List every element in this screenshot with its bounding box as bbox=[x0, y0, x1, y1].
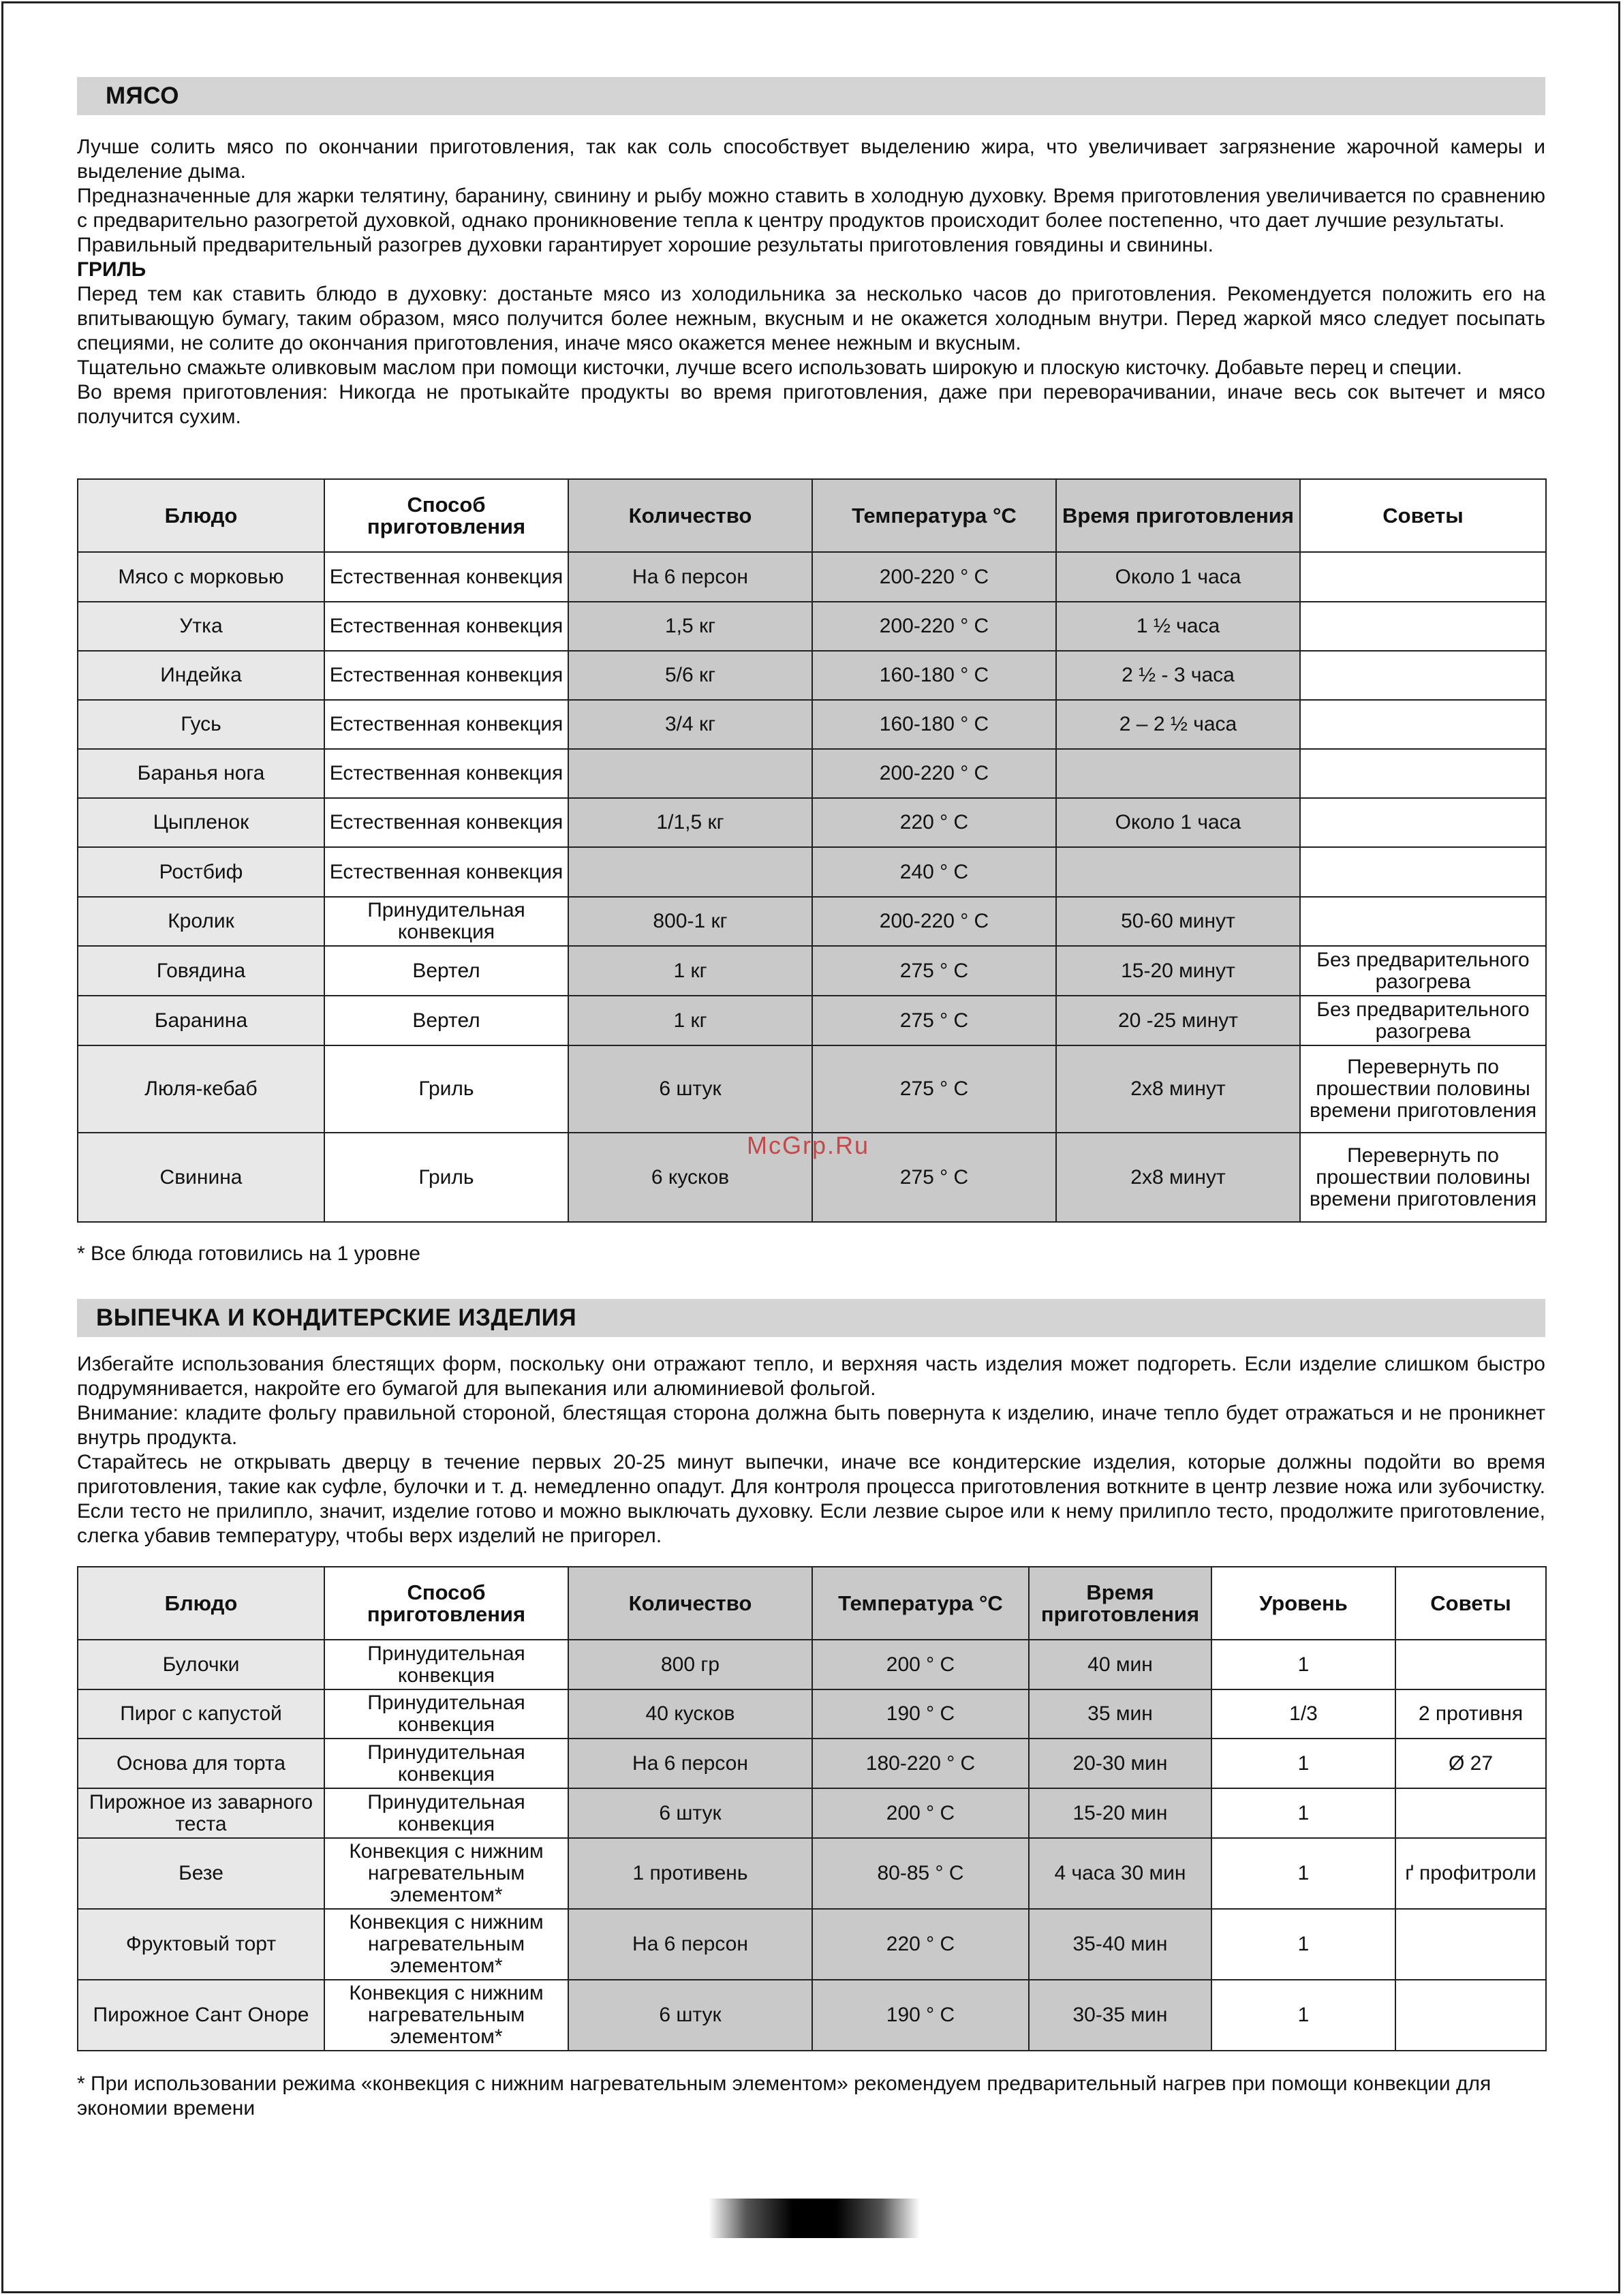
meat-header-quantity: Количество bbox=[568, 479, 812, 552]
meat-table bbox=[77, 478, 1547, 1223]
cell-tip bbox=[1300, 897, 1546, 946]
meat-intro bbox=[77, 135, 1545, 429]
cell-quantity: 6 штук bbox=[568, 1980, 812, 2051]
cell-method: Естественная конвекция bbox=[324, 602, 568, 651]
section-title-pastry bbox=[77, 1299, 1545, 1337]
cell-dish: Утка bbox=[78, 602, 324, 651]
cell-level: 1 bbox=[1211, 1980, 1395, 2051]
cell-level: 1/3 bbox=[1211, 1689, 1395, 1739]
cell-method: Естественная конвекция bbox=[324, 651, 568, 700]
cell-dish: Цыпленок bbox=[78, 798, 324, 847]
cell-quantity bbox=[568, 847, 812, 897]
cell-method: Естественная конвекция bbox=[324, 847, 568, 897]
pastry-title: ВЫПЕЧКА И КОНДИТЕРСКИЕ ИЗДЕЛИЯ bbox=[96, 1304, 577, 1331]
cell-tip bbox=[1395, 1788, 1546, 1838]
cell-quantity: 1,5 кг bbox=[568, 602, 812, 651]
table-row bbox=[78, 1909, 1546, 1980]
cell-level: 1 bbox=[1211, 1739, 1395, 1788]
cell-quantity: 1 кг bbox=[568, 996, 812, 1045]
cell-time: 20-30 мин bbox=[1029, 1739, 1211, 1788]
meat-paragraph-2: Предназначенные для жарки телятину, баранину, свинину и рыбу можно ставить в холодную духовку. Время приготовления увеличивается по сравнению с предварительно разогретой духовкой, однако проникновение тепла к центру продуктов происходит более постепенно, что дает лучшие результаты. bbox=[77, 185, 1545, 232]
cell-temperature: 190 ° С bbox=[812, 1689, 1029, 1739]
table-row bbox=[78, 897, 1546, 946]
cell-quantity: На 6 персон bbox=[568, 1739, 812, 1788]
cell-quantity: 1/1,5 кг bbox=[568, 798, 812, 847]
page-number-tab bbox=[709, 2199, 920, 2238]
cell-tip: Без предварительного разогрева bbox=[1300, 946, 1546, 996]
cell-temperature: 200 ° С bbox=[812, 1640, 1029, 1689]
cell-quantity: 1 кг bbox=[568, 946, 812, 996]
cell-method: Принудительная конвекция bbox=[324, 1739, 568, 1788]
pastry-header-quantity: Количество bbox=[568, 1567, 812, 1640]
cell-time: 2х8 минут bbox=[1056, 1133, 1300, 1222]
table-row bbox=[78, 1788, 1546, 1838]
table-row bbox=[78, 1980, 1546, 2051]
table-row bbox=[78, 700, 1546, 749]
cell-quantity: 3/4 кг bbox=[568, 700, 812, 749]
cell-temperature: 200-220 ° С bbox=[812, 749, 1056, 798]
cell-dish: Люля-кебаб bbox=[78, 1045, 324, 1133]
cell-method: Естественная конвекция bbox=[324, 700, 568, 749]
pastry-header-dish: Блюдо bbox=[78, 1567, 324, 1640]
cell-quantity bbox=[568, 749, 812, 798]
meat-header-temperature: Температура °С bbox=[812, 479, 1056, 552]
cell-method: Естественная конвекция bbox=[324, 552, 568, 602]
cell-temperature: 275 ° С bbox=[812, 1133, 1056, 1222]
cell-dish: Индейка bbox=[78, 651, 324, 700]
cell-temperature: 200-220 ° С bbox=[812, 552, 1056, 602]
meat-paragraph-1: Лучше солить мясо по окончании приготовления, так как соль способствует выделению жира, что увеличивает загрязнение жарочной камеры и выделение дыма. bbox=[77, 136, 1545, 183]
cell-dish: Ростбиф bbox=[78, 847, 324, 897]
cell-quantity: 800 гр bbox=[568, 1640, 812, 1689]
pastry-paragraph-3: Старайтесь не открывать дверцу в течение первых 20-25 минут выпечки, иначе все кондитерские изделия, которые должны подойти во время приготовления, такие как суфле, булочки и т. д. немедленно опадут. Для контроля процесса приготовления воткните в центр лезвие ножа или зубочистку. Если тесто не прилипло, значит, изделие готово и можно выключать духовку. Если лезвие сырое или к нему прилипло тесто, продолжите приготовление, слегка убавив температуру, чтобы верх изделий не пригорел. bbox=[77, 1451, 1545, 1547]
cell-quantity: На 6 персон bbox=[568, 552, 812, 602]
cell-time: 2х8 минут bbox=[1056, 1045, 1300, 1133]
cell-quantity: 6 штук bbox=[568, 1788, 812, 1838]
cell-method: Естественная конвекция bbox=[324, 749, 568, 798]
cell-temperature: 190 ° С bbox=[812, 1980, 1029, 2051]
cell-tip bbox=[1300, 552, 1546, 602]
cell-time: 4 часа 30 мин bbox=[1029, 1838, 1211, 1909]
cell-tip bbox=[1300, 749, 1546, 798]
table-row bbox=[78, 996, 1546, 1045]
cell-quantity: 800-1 кг bbox=[568, 897, 812, 946]
cell-method: Вертел bbox=[324, 996, 568, 1045]
cell-method: Естественная конвекция bbox=[324, 798, 568, 847]
table-row bbox=[78, 1739, 1546, 1788]
pastry-header-level: Уровень bbox=[1211, 1567, 1395, 1640]
cell-dish: Говядина bbox=[78, 946, 324, 996]
cell-quantity: 1 противень bbox=[568, 1838, 812, 1909]
cell-tip: ґ профитроли bbox=[1395, 1838, 1546, 1909]
cell-method: Принудительная конвекция bbox=[324, 1640, 568, 1689]
cell-quantity: 6 кусков bbox=[568, 1133, 812, 1222]
pastry-footnote: * При использовании режима «конвекция с нижним нагревательным элементом» рекомендуем предварительный нагрев при помощи конвекции для экономии времени bbox=[77, 2072, 1491, 2119]
cell-time: 2 ½ - 3 часа bbox=[1056, 651, 1300, 700]
cell-tip: Ø 27 bbox=[1395, 1739, 1546, 1788]
cell-quantity: 6 штук bbox=[568, 1045, 812, 1133]
meat-table-header bbox=[78, 479, 1546, 552]
table-row bbox=[78, 552, 1546, 602]
cell-dish: Пирожное из заварного теста bbox=[78, 1788, 324, 1838]
cell-method: Конвекция с нижним нагревательным элементом* bbox=[324, 1980, 568, 2051]
table-row bbox=[78, 749, 1546, 798]
cell-tip bbox=[1300, 700, 1546, 749]
cell-level: 1 bbox=[1211, 1640, 1395, 1689]
cell-tip: Без предварительного разогрева bbox=[1300, 996, 1546, 1045]
meat-header-time: Время приготовления bbox=[1056, 479, 1300, 552]
cell-temperature: 160-180 ° С bbox=[812, 700, 1056, 749]
cell-level: 1 bbox=[1211, 1788, 1395, 1838]
pastry-header-time: Время приготовления bbox=[1029, 1567, 1211, 1640]
cell-quantity: 40 кусков bbox=[568, 1689, 812, 1739]
cell-dish: Свинина bbox=[78, 1133, 324, 1222]
meat-paragraph-6: Во время приготовления: Никогда не протыкайте продукты во время приготовления, даже при переворачивании, иначе весь сок вытечет и мясо получится сухим. bbox=[77, 381, 1545, 428]
cell-dish: Кролик bbox=[78, 897, 324, 946]
cell-temperature: 180-220 ° С bbox=[812, 1739, 1029, 1788]
cell-method: Гриль bbox=[324, 1133, 568, 1222]
cell-quantity: На 6 персон bbox=[568, 1909, 812, 1980]
cell-time: 30-35 мин bbox=[1029, 1980, 1211, 2051]
cell-time: 35 мин bbox=[1029, 1689, 1211, 1739]
cell-tip: Перевернуть по прошествии половины времени приготовления bbox=[1300, 1045, 1546, 1133]
cell-method: Принудительная конвекция bbox=[324, 1788, 568, 1838]
cell-temperature: 200-220 ° С bbox=[812, 897, 1056, 946]
pastry-table-header bbox=[78, 1567, 1546, 1640]
cell-quantity: 5/6 кг bbox=[568, 651, 812, 700]
meat-paragraph-5: Тщательно смажьте оливковым маслом при помощи кисточки, лучше всего использовать широкую и плоскую кисточку. Добавьте перец и специи. bbox=[77, 356, 1462, 379]
cell-time: Около 1 часа bbox=[1056, 798, 1300, 847]
cell-method: Вертел bbox=[324, 946, 568, 996]
pastry-header-tips: Советы bbox=[1395, 1567, 1546, 1640]
cell-temperature: 275 ° С bbox=[812, 996, 1056, 1045]
cell-temperature: 240 ° С bbox=[812, 847, 1056, 897]
table-row bbox=[78, 1640, 1546, 1689]
table-row bbox=[78, 946, 1546, 996]
meat-title: МЯСО bbox=[106, 82, 179, 109]
cell-time: 15-20 мин bbox=[1029, 1788, 1211, 1838]
cell-time: Около 1 часа bbox=[1056, 552, 1300, 602]
cell-tip: Перевернуть по прошествии половины времени приготовления bbox=[1300, 1133, 1546, 1222]
cell-time: 2 – 2 ½ часа bbox=[1056, 700, 1300, 749]
cell-temperature: 200-220 ° С bbox=[812, 602, 1056, 651]
cell-tip bbox=[1300, 847, 1546, 897]
cell-dish: Безе bbox=[78, 1838, 324, 1909]
cell-dish: Баранья нога bbox=[78, 749, 324, 798]
cell-method: Гриль bbox=[324, 1045, 568, 1133]
cell-temperature: 80-85 ° С bbox=[812, 1838, 1029, 1909]
cell-time bbox=[1056, 749, 1300, 798]
cell-time: 50-60 минут bbox=[1056, 897, 1300, 946]
meat-header-dish: Блюдо bbox=[78, 479, 324, 552]
meat-header-method: Способ приготовления bbox=[324, 479, 568, 552]
meat-header-tips: Советы bbox=[1300, 479, 1546, 552]
table-row bbox=[78, 1838, 1546, 1909]
meat-paragraph-4: Перед тем как ставить блюдо в духовку: достаньте мясо из холодильника за несколько часов до приготовления. Рекомендуется положить его на впитывающую бумагу, таким образом, мясо получится более нежным, вкусным и не окажется холодным внутри. Перед жаркой мясо следует посыпать специями, не солите до окончания приготовления, иначе мясо окажется менее нежным и вкусным. bbox=[77, 283, 1545, 354]
cell-time: 40 мин bbox=[1029, 1640, 1211, 1689]
table-row bbox=[78, 651, 1546, 700]
pastry-header-method: Способ приготовления bbox=[324, 1567, 568, 1640]
cell-method: Конвекция с нижним нагревательным элементом* bbox=[324, 1838, 568, 1909]
cell-dish: Фруктовый торт bbox=[78, 1909, 324, 1980]
cell-temperature: 160-180 ° С bbox=[812, 651, 1056, 700]
cell-method: Принудительная конвекция bbox=[324, 1689, 568, 1739]
cell-temperature: 220 ° С bbox=[812, 798, 1056, 847]
cell-tip bbox=[1300, 798, 1546, 847]
cell-dish: Пирог с капустой bbox=[78, 1689, 324, 1739]
pastry-paragraph-2: Внимание: кладите фольгу правильной стороной, блестящая сторона должна быть повернута к изделию, иначе тепло будет отражаться и не проникнет внутрь продукта. bbox=[77, 1402, 1545, 1449]
pastry-header-temperature: Температура °С bbox=[812, 1567, 1029, 1640]
pastry-table bbox=[77, 1566, 1547, 2051]
table-row bbox=[78, 1689, 1546, 1739]
cell-temperature: 200 ° С bbox=[812, 1788, 1029, 1838]
meat-footnote: * Все блюда готовились на 1 уровне bbox=[77, 1242, 420, 1265]
cell-time: 35-40 мин bbox=[1029, 1909, 1211, 1980]
cell-temperature: 275 ° С bbox=[812, 946, 1056, 996]
cell-temperature: 275 ° С bbox=[812, 1045, 1056, 1133]
cell-dish: Мясо с морковью bbox=[78, 552, 324, 602]
cell-tip bbox=[1395, 1980, 1546, 2051]
cell-dish: Булочки bbox=[78, 1640, 324, 1689]
cell-temperature: 220 ° С bbox=[812, 1909, 1029, 1980]
cell-dish: Гусь bbox=[78, 700, 324, 749]
pastry-paragraph-1: Избегайте использования блестящих форм, поскольку они отражают тепло, и верхняя часть изделия может подгореть. Если изделие слишком быстро подрумянивается, накройте его бумагой для выпекания или алюминиевой фольгой. bbox=[77, 1353, 1545, 1400]
cell-time bbox=[1056, 847, 1300, 897]
cell-dish: Пирожное Сант Оноре bbox=[78, 1980, 324, 2051]
meat-paragraph-3: Правильный предварительный разогрев духовки гарантирует хорошие результаты приготовления говядины и свинины. bbox=[77, 234, 1214, 256]
pastry-intro bbox=[77, 1352, 1545, 1548]
cell-time: 15-20 минут bbox=[1056, 946, 1300, 996]
cell-dish: Баранина bbox=[78, 996, 324, 1045]
table-row bbox=[78, 1045, 1546, 1133]
cell-level: 1 bbox=[1211, 1909, 1395, 1980]
grill-subtitle: ГРИЛЬ bbox=[77, 258, 146, 281]
table-row bbox=[78, 602, 1546, 651]
table-row bbox=[78, 847, 1546, 897]
watermark: McGrp.Ru bbox=[747, 1131, 870, 1159]
cell-tip bbox=[1300, 651, 1546, 700]
cell-dish: Основа для торта bbox=[78, 1739, 324, 1788]
cell-method: Принудительная конвекция bbox=[324, 897, 568, 946]
cell-method: Конвекция с нижним нагревательным элементом* bbox=[324, 1909, 568, 1980]
cell-tip: 2 противня bbox=[1395, 1689, 1546, 1739]
table-row bbox=[78, 798, 1546, 847]
cell-time: 1 ½ часа bbox=[1056, 602, 1300, 651]
cell-tip bbox=[1300, 602, 1546, 651]
cell-level: 1 bbox=[1211, 1838, 1395, 1909]
section-title-meat bbox=[77, 77, 1545, 115]
cell-time: 20 -25 минут bbox=[1056, 996, 1300, 1045]
cell-tip bbox=[1395, 1909, 1546, 1980]
cell-tip bbox=[1395, 1640, 1546, 1689]
